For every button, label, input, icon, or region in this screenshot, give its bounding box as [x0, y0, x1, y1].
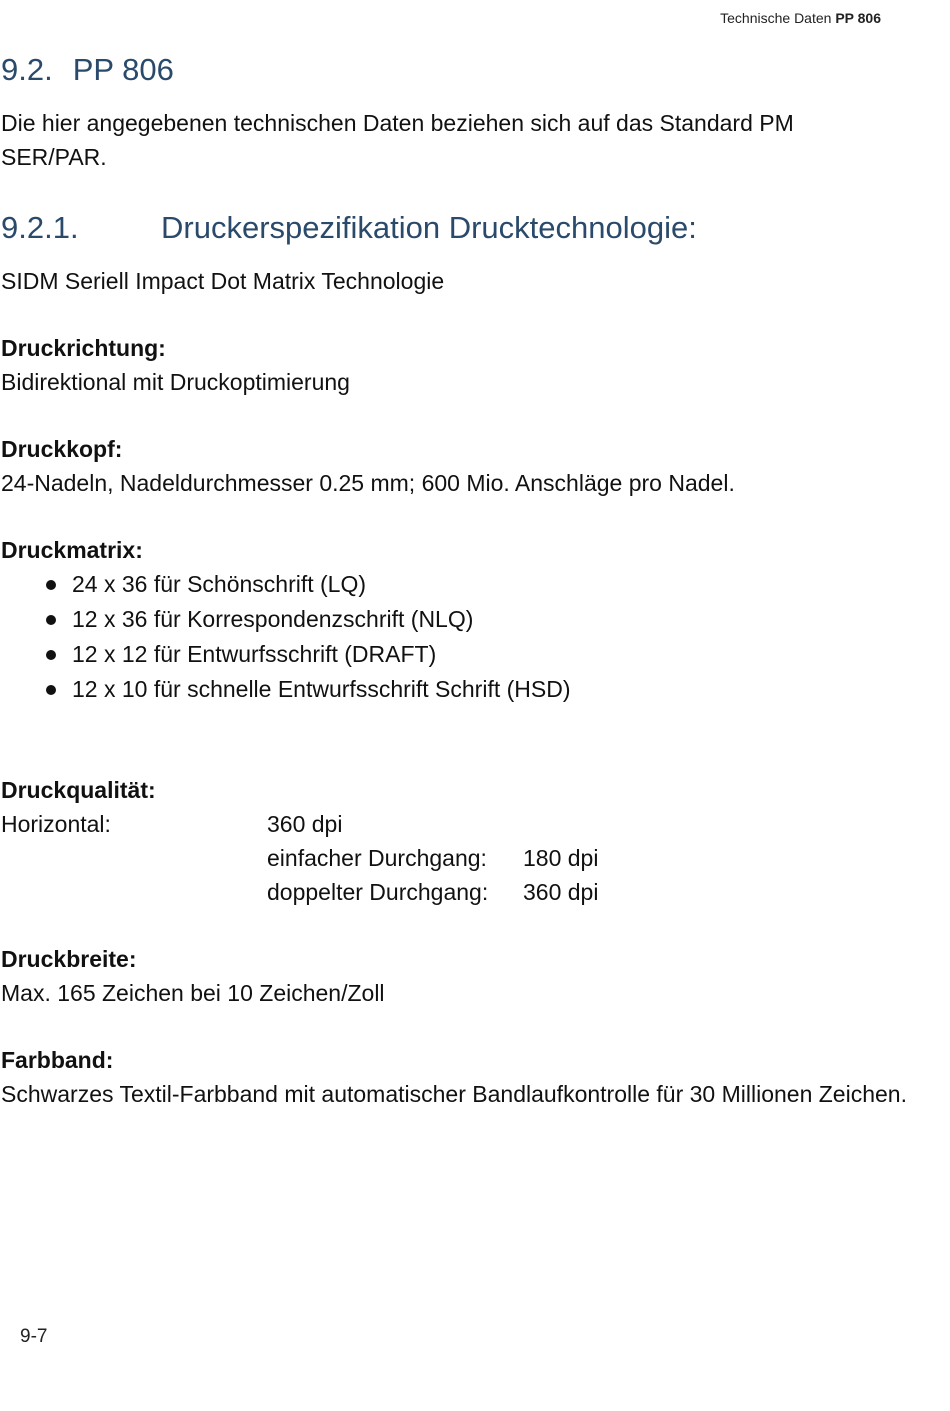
- page-header: [720, 10, 881, 26]
- bullet-icon: [46, 580, 56, 590]
- section-number: 9.2.: [1, 52, 53, 87]
- subsection-number: 9.2.1.: [1, 210, 79, 245]
- section-heading: [1, 48, 931, 92]
- page-number: 9-7: [20, 1326, 48, 1347]
- quality-row-single: [1, 841, 931, 875]
- druckrichtung-label: Druckrichtung:: [1, 335, 166, 361]
- list-item: [1, 602, 931, 637]
- bullet-icon: [46, 650, 56, 660]
- subsection-heading: [1, 206, 931, 250]
- druckmatrix-list: [1, 567, 931, 707]
- quality-row-horizontal: [1, 807, 931, 841]
- technology-text: SIDM Seriell Impact Dot Matrix Technologie: [1, 268, 445, 294]
- intro-paragraph: Die hier angegebenen technischen Daten beziehen sich auf das Standard PM SER/PAR.: [1, 110, 794, 170]
- druckmatrix-label: Druckmatrix:: [1, 537, 143, 563]
- druckbreite-label: Druckbreite:: [1, 946, 137, 972]
- bullet-icon: [46, 615, 56, 625]
- horizontal-value: 360 dpi: [267, 811, 343, 837]
- horizontal-label: Horizontal:: [1, 811, 111, 837]
- double-pass-label: doppelter Durchgang:: [267, 879, 489, 905]
- double-pass-value: 360 dpi: [523, 879, 599, 905]
- list-item-text: 12 x 10 für schnelle Entwurfsschrift Schrift (HSD): [72, 676, 571, 702]
- list-item-text: 12 x 36 für Korrespondenzschrift (NLQ): [72, 606, 474, 632]
- list-item-text: 12 x 12 für Entwurfsschrift (DRAFT): [72, 641, 437, 667]
- list-item: [1, 567, 931, 602]
- section-title: PP 806: [72, 52, 174, 87]
- single-pass-label: einfacher Durchgang:: [267, 845, 487, 871]
- druckqualitaet-label: Druckqualität:: [1, 777, 156, 803]
- subsection-title: Druckerspezifikation Drucktechnologie:: [161, 210, 697, 245]
- list-item: [1, 672, 931, 707]
- list-item-text: 24 x 36 für Schönschrift (LQ): [72, 571, 367, 597]
- header-model: PP 806: [835, 10, 881, 26]
- document-body: [1, 48, 931, 1111]
- druckbreite-value: Max. 165 Zeichen bei 10 Zeichen/Zoll: [1, 980, 385, 1006]
- druckrichtung-value: Bidirektional mit Druckoptimierung: [1, 369, 350, 395]
- header-section: Technische Daten: [720, 10, 832, 26]
- bullet-icon: [46, 685, 56, 695]
- list-item: [1, 637, 931, 672]
- single-pass-value: 180 dpi: [523, 845, 599, 871]
- farbband-value: Schwarzes Textil-Farbband mit automatischer Bandlaufkontrolle für 30 Millionen Zeichen.: [1, 1081, 907, 1107]
- druckkopf-label: Druckkopf:: [1, 436, 123, 462]
- druckkopf-value: 24-Nadeln, Nadeldurchmesser 0.25 mm; 600 Mio. Anschläge pro Nadel.: [1, 470, 735, 496]
- farbband-label: Farbband:: [1, 1047, 114, 1073]
- quality-row-double: [1, 875, 931, 909]
